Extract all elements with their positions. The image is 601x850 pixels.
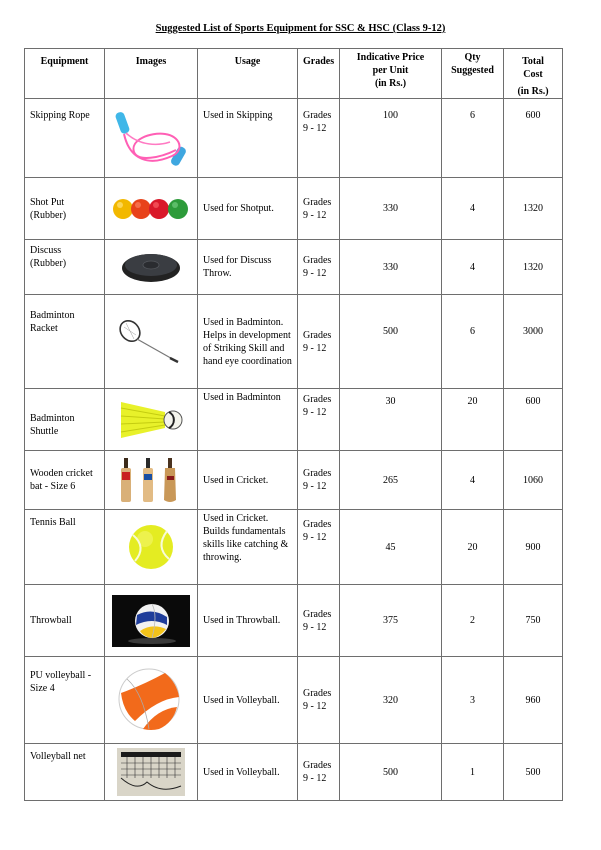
total-cell: 960: [504, 657, 563, 744]
total-cell: 1320: [504, 178, 563, 240]
usage-cell: Used in Skipping: [198, 99, 298, 178]
volleyball-image: [113, 663, 189, 737]
price-cell: 320: [340, 657, 442, 744]
total-cell: 750: [504, 585, 563, 657]
qty-cell: 20: [442, 389, 504, 451]
total-cell: 600: [504, 389, 563, 451]
total-cell: 600: [504, 99, 563, 178]
grades-label: Grades: [303, 196, 332, 208]
table-row: [25, 585, 563, 657]
usage-cell: Used in Volleyball.: [198, 657, 298, 744]
price-cell: 30: [340, 389, 442, 451]
header-qty-line1: Qty: [464, 52, 481, 63]
grades-cell: [298, 451, 340, 510]
tennis-ball-image: [125, 521, 177, 573]
header-price: [340, 49, 442, 99]
header-total: [504, 49, 563, 99]
grades-cell: [298, 240, 340, 295]
image-cell: [105, 389, 198, 451]
image-cell: [105, 240, 198, 295]
page-title: Suggested List of Sports Equipment for SSC & HSC (Class 9-12): [155, 23, 446, 34]
price-cell: 45: [340, 510, 442, 585]
header-images: Images: [105, 49, 198, 99]
grades-label: Grades: [303, 688, 332, 699]
qty-cell: 3: [442, 657, 504, 744]
usage-cell: Used in Throwball.: [198, 585, 298, 657]
image-cell: [105, 585, 198, 657]
table-row: [25, 99, 563, 178]
header-price-line1: Indicative Price: [356, 52, 425, 63]
grades-range: 9 - 12: [303, 532, 327, 543]
total-cell: 3000: [504, 295, 563, 389]
table-row: [25, 451, 563, 510]
usage-cell: Used in Badminton. Helps in development of Striking Skill and hand eye coordination: [198, 295, 298, 389]
grades-cell: [298, 744, 340, 801]
price-cell: 100: [340, 99, 442, 178]
grades-cell: [298, 510, 340, 585]
equipment-cell: PU volleyball - Size 4: [25, 657, 105, 744]
qty-cell: 6: [442, 295, 504, 389]
qty-cell: 4: [442, 178, 504, 240]
equipment-table: [24, 48, 563, 801]
grades-label: Grades: [303, 394, 332, 405]
header-usage: Usage: [198, 49, 298, 99]
header-qty-line2: Suggested: [451, 65, 494, 76]
usage-cell: Used for Shotput.: [198, 178, 298, 240]
grades-cell: [298, 295, 340, 389]
usage-cell: Used in Cricket.: [198, 451, 298, 510]
grades-cell: [298, 99, 340, 178]
table-row: [25, 657, 563, 744]
grades-range: 9 - 12: [303, 123, 327, 134]
price-cell: 330: [340, 240, 442, 295]
volleyball-net-image: [117, 748, 185, 796]
grades-cell: [298, 657, 340, 744]
grades-range: 9 - 12: [303, 481, 327, 492]
image-cell: [105, 744, 198, 801]
header-price-line3: (in Rs.): [374, 78, 407, 89]
price-cell: 265: [340, 451, 442, 510]
usage-cell: Used for Discuss Throw.: [198, 240, 298, 295]
grades-cell: [298, 178, 340, 240]
discus-image: [119, 250, 183, 284]
total-cell: 900: [504, 510, 563, 585]
usage-cell: Used in Badminton: [198, 389, 298, 451]
image-cell: [105, 510, 198, 585]
qty-cell: 20: [442, 510, 504, 585]
price-cell: 500: [340, 744, 442, 801]
header-price-line2: per Unit: [372, 65, 409, 76]
price-cell: 375: [340, 585, 442, 657]
total-cell: 1320: [504, 240, 563, 295]
grades-label: Grades: [303, 110, 332, 121]
equipment-cell: Wooden cricket bat - Size 6: [25, 451, 105, 510]
table-row: [25, 510, 563, 585]
header-equipment: Equipment: [25, 49, 105, 99]
grades-label: Grades: [303, 468, 332, 479]
cricket-bat-image: [118, 456, 184, 504]
image-cell: [105, 99, 198, 178]
table-row: [25, 744, 563, 801]
header-qty: [442, 49, 504, 99]
header-total-line2: Cost: [523, 69, 543, 80]
grades-range: 9 - 12: [303, 621, 327, 633]
qty-cell: 6: [442, 99, 504, 178]
grades-label: Grades: [303, 519, 332, 530]
header-grades: Grades: [298, 49, 340, 99]
equipment-cell: Badminton Racket: [25, 295, 105, 389]
equipment-cell: Badminton Shuttle: [25, 389, 105, 451]
header-total-line1: Total: [522, 56, 544, 67]
qty-cell: 1: [442, 744, 504, 801]
grades-range: 9 - 12: [303, 773, 327, 784]
grades-label: Grades: [303, 608, 332, 620]
table-row: [25, 240, 563, 295]
grades-label: Grades: [303, 255, 332, 266]
image-cell: [105, 295, 198, 389]
grades-range: 9 - 12: [303, 268, 327, 279]
price-cell: 500: [340, 295, 442, 389]
grades-label: Grades: [303, 760, 332, 771]
equipment-cell: Shot Put (Rubber): [25, 178, 105, 240]
header-row: [25, 49, 563, 99]
shuttlecock-image: [115, 396, 187, 444]
image-cell: [105, 451, 198, 510]
table-row: [25, 389, 563, 451]
header-total-line3: (in Rs.): [517, 86, 549, 97]
shot-put-image: [111, 194, 191, 224]
equipment-cell: Volleyball net: [25, 744, 105, 801]
table-row: [25, 295, 563, 389]
equipment-cell: Skipping Rope: [25, 99, 105, 178]
total-cell: 500: [504, 744, 563, 801]
image-cell: [105, 178, 198, 240]
grades-cell: [298, 389, 340, 451]
grades-range: 9 - 12: [303, 701, 327, 712]
qty-cell: 4: [442, 451, 504, 510]
table-row: [25, 178, 563, 240]
qty-cell: 2: [442, 585, 504, 657]
total-cell: 1060: [504, 451, 563, 510]
equipment-cell: Discuss (Rubber): [25, 240, 105, 295]
equipment-cell: Throwball: [25, 585, 105, 657]
throwball-image: [112, 595, 190, 647]
image-cell: [105, 657, 198, 744]
qty-cell: 4: [442, 240, 504, 295]
equipment-cell: Tennis Ball: [25, 510, 105, 585]
badminton-racket-image: [116, 317, 186, 367]
usage-cell: Used in Volleyball.: [198, 744, 298, 801]
skipping-rope-image: [110, 106, 192, 170]
grades-range: 9 - 12: [303, 342, 327, 354]
grades-range: 9 - 12: [303, 407, 327, 418]
grades-cell: [298, 585, 340, 657]
usage-cell: Used in Cricket. Builds fundamentals skills like catching & throwing.: [198, 510, 298, 585]
price-cell: 330: [340, 178, 442, 240]
grades-label: Grades: [303, 329, 332, 341]
grades-range: 9 - 12: [303, 209, 327, 221]
